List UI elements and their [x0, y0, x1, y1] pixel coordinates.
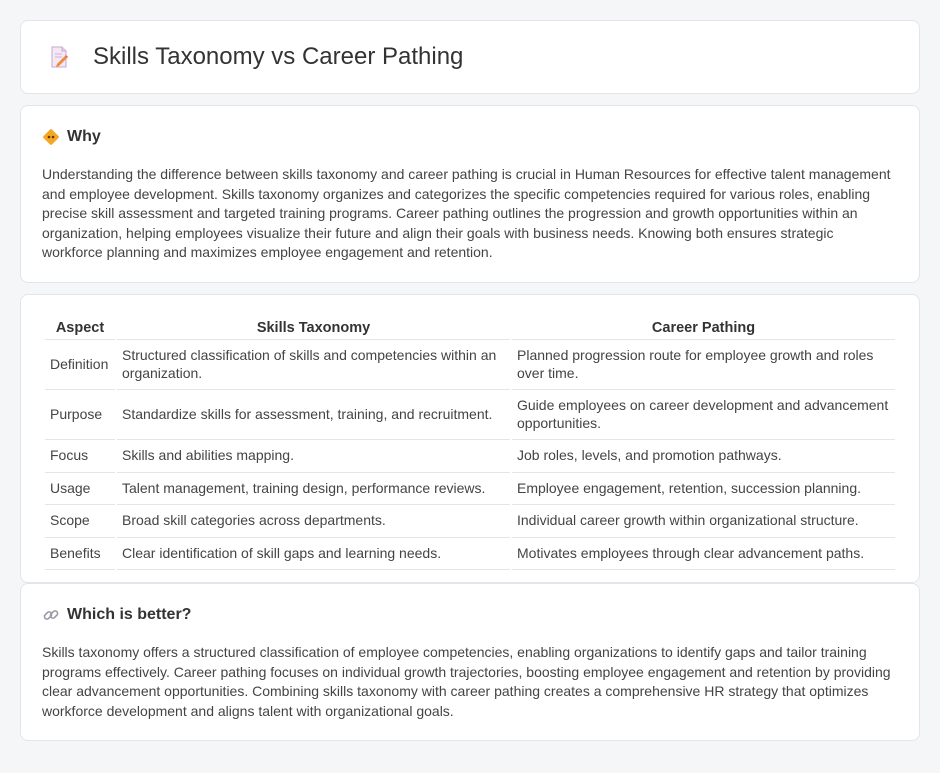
- row-skills: Skills and abilities mapping.: [117, 440, 510, 473]
- row-skills: Talent management, training design, performance reviews.: [117, 473, 510, 506]
- row-career: Motivates employees through clear advancement paths.: [512, 538, 895, 571]
- which-is-better-section: [20, 583, 920, 741]
- row-skills: Broad skill categories across departments.: [117, 505, 510, 538]
- row-aspect: Benefits: [45, 538, 115, 571]
- why-text: Understanding the difference between skills taxonomy and career pathing is crucial in Human Resources for effective talent management and employee development. Skills taxonomy organizes and categorizes the specific competencies required for various roles, enabling precise skill assessment and targeted training programs. Career pathing outlines the progression and growth opportunities within an organization, helping employees visualize their future and align their goals with business needs. Knowing both ensures strategic workforce planning and maximizes employee engagement and retention.: [42, 166, 891, 261]
- row-skills: Standardize skills for assessment, training, and recruitment.: [117, 390, 510, 440]
- document-pencil-icon: [47, 45, 71, 69]
- page-title: Skills Taxonomy vs Career Pathing: [93, 43, 464, 70]
- header-skills-taxonomy: Skills Taxonomy: [117, 314, 510, 340]
- table-row: [45, 440, 895, 473]
- better-text: Skills taxonomy offers a structured classification of employee competencies, enabling organizations to identify gaps and tailor training programs effectively. Career pathing focuses on individual growth trajectories, boosting employee engagement and retention by providing clear advancement opportunities. Combining skills taxonomy with career pathing creates a comprehensive HR strategy that optimizes workforce development and aligns talent with organizational goals.: [42, 644, 891, 719]
- better-heading: [42, 606, 898, 624]
- row-skills: Structured classification of skills and competencies within an organization.: [117, 340, 510, 390]
- comparison-table-card: [20, 294, 920, 583]
- row-career: Individual career growth within organizational structure.: [512, 505, 895, 538]
- table-row: [45, 473, 895, 506]
- row-aspect: Usage: [45, 473, 115, 506]
- header-aspect: Aspect: [45, 314, 115, 340]
- better-heading-label: Which is better?: [67, 606, 192, 623]
- header-card: [20, 20, 920, 94]
- link-icon: [42, 606, 60, 624]
- comparison-table: [43, 314, 897, 570]
- table-row: [45, 340, 895, 390]
- row-career: Guide employees on career development and advancement opportunities.: [512, 390, 895, 440]
- row-aspect: Purpose: [45, 390, 115, 440]
- row-aspect: Scope: [45, 505, 115, 538]
- why-section: [20, 105, 920, 283]
- row-career: Planned progression route for employee growth and roles over time.: [512, 340, 895, 390]
- table-row: [45, 505, 895, 538]
- table-row: [45, 538, 895, 571]
- table-row: [45, 390, 895, 440]
- header-career-pathing: Career Pathing: [512, 314, 895, 340]
- row-aspect: Focus: [45, 440, 115, 473]
- row-aspect: Definition: [45, 340, 115, 390]
- row-career: Job roles, levels, and promotion pathways.: [512, 440, 895, 473]
- why-heading-label: Why: [67, 128, 101, 145]
- why-heading: [42, 128, 898, 146]
- row-career: Employee engagement, retention, succession planning.: [512, 473, 895, 506]
- table-header-row: [45, 314, 895, 340]
- row-skills: Clear identification of skill gaps and learning needs.: [117, 538, 510, 571]
- diamond-sign-icon: [42, 128, 60, 146]
